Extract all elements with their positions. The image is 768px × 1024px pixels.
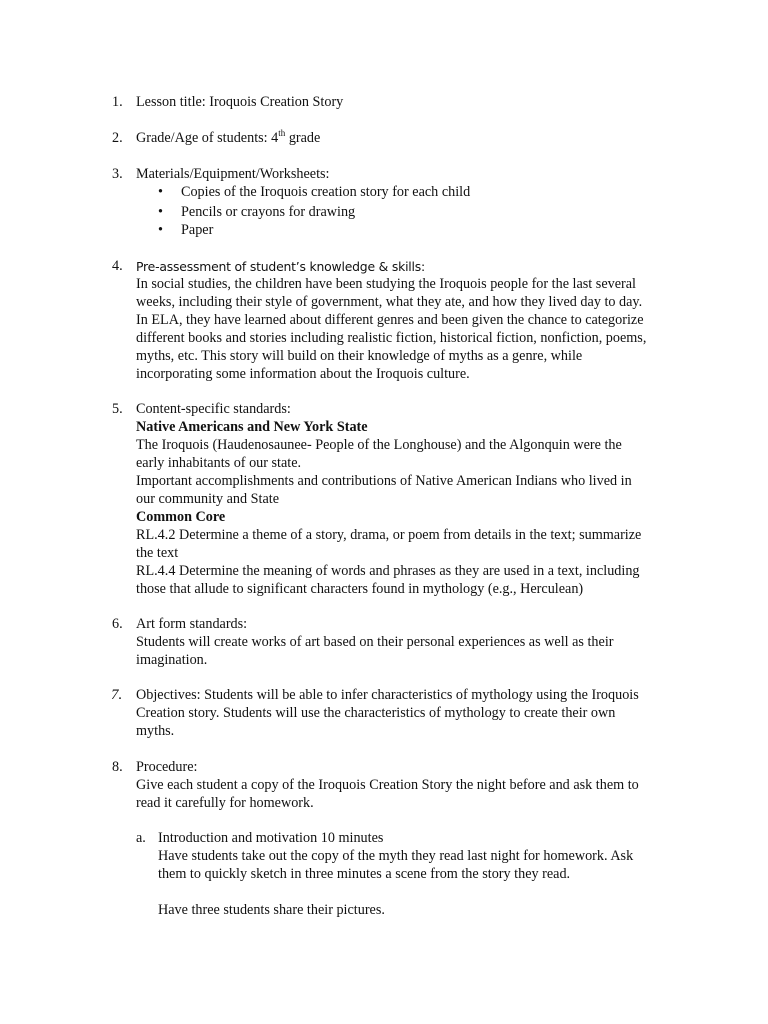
item-8-number: 8. (112, 759, 123, 775)
share-pictures-line: Have three students share their pictures. (158, 902, 385, 918)
bullet-icon: • (158, 184, 163, 200)
standards-line: our community and State (136, 491, 280, 507)
standards-line: early inhabitants of our state. (136, 455, 302, 471)
bullet-icon: • (158, 204, 163, 220)
materials-heading: Materials/Equipment/Worksheets: (136, 166, 330, 182)
grade-suffix: grade (285, 130, 321, 146)
introduction-line: them to quickly sketch in three minutes a scene from the story they read. (158, 866, 571, 882)
common-core-line: those that allude to significant characters found in mythology (e.g., Herculean) (136, 581, 584, 597)
objectives-line: Creation story. Students will use the characteristics of mythology to create their own (136, 705, 616, 721)
introduction-line: Have students take out the copy of the myth they read last night for homework. Ask (158, 848, 634, 864)
grade-line (136, 129, 320, 147)
art-standards-heading: Art form standards: (136, 616, 248, 632)
pre-assessment-heading: Pre-assessment of student’s knowledge & skills: (136, 259, 426, 274)
common-core-subheading: Common Core (136, 509, 226, 525)
grade-superscript: th (278, 128, 286, 138)
pre-assessment-line: In ELA, they have learned about different genres and been given the chance to categorize (136, 312, 644, 328)
objectives-line: myths. (136, 723, 175, 739)
pre-assessment-line: incorporating some information about the Iroquois culture. (136, 366, 470, 382)
standards-heading: Content-specific standards: (136, 401, 291, 417)
procedure-line: Give each student a copy of the Iroquois Creation Story the night before and ask them to (136, 777, 639, 793)
item-4-number: 4. (112, 258, 123, 274)
materials-bullet: Pencils or crayons for drawing (181, 204, 356, 220)
objectives-line: Objectives: Students will be able to infer characteristics of mythology using the Iroquois (136, 687, 639, 703)
pre-assessment-line: different books and stories including realistic fiction, historical fiction, nonfiction, poems, (136, 330, 647, 346)
art-standards-line: Students will create works of art based on their personal experiences as well as their (136, 634, 614, 650)
materials-bullet: Paper (181, 222, 214, 238)
introduction-title: Introduction and motivation 10 minutes (158, 830, 384, 846)
pre-assessment-line: In social studies, the children have been studying the Iroquois people for the last several (136, 276, 636, 292)
item-6-number: 6. (112, 616, 123, 632)
item-2-number: 2. (112, 130, 123, 146)
procedure-heading: Procedure: (136, 759, 198, 775)
common-core-line: the text (136, 545, 179, 561)
lesson-title: Lesson title: Iroquois Creation Story (136, 94, 344, 110)
common-core-line: RL.4.2 Determine a theme of a story, drama, or poem from details in the text; summarize (136, 527, 642, 543)
bullet-icon: • (158, 222, 163, 238)
sub-item-a-label: a. (136, 830, 146, 846)
common-core-line: RL.4.4 Determine the meaning of words and phrases as they are used in a text, including (136, 563, 640, 579)
item-3-number: 3. (112, 166, 123, 182)
standards-line: The Iroquois (Haudenosaunee- People of the Longhouse) and the Algonquin were the (136, 437, 622, 453)
item-7-number: 7. (111, 687, 123, 703)
grade-text: Grade/Age of students: 4 (136, 130, 279, 146)
item-5-number: 5. (112, 401, 123, 417)
nys-standards-subheading: Native Americans and New York State (136, 419, 368, 435)
materials-bullet: Copies of the Iroquois creation story for each child (181, 184, 471, 200)
standards-line: Important accomplishments and contributions of Native American Indians who lived in (136, 473, 632, 489)
item-1-number: 1. (112, 94, 123, 110)
pre-assessment-line: weeks, including their style of government, what they ate, and how they lived day to day. (136, 294, 643, 310)
procedure-line: read it carefully for homework. (136, 795, 314, 811)
art-standards-line: imagination. (136, 652, 208, 668)
pre-assessment-line: myths, etc. This story will build on their knowledge of myths as a genre, while (136, 348, 583, 364)
